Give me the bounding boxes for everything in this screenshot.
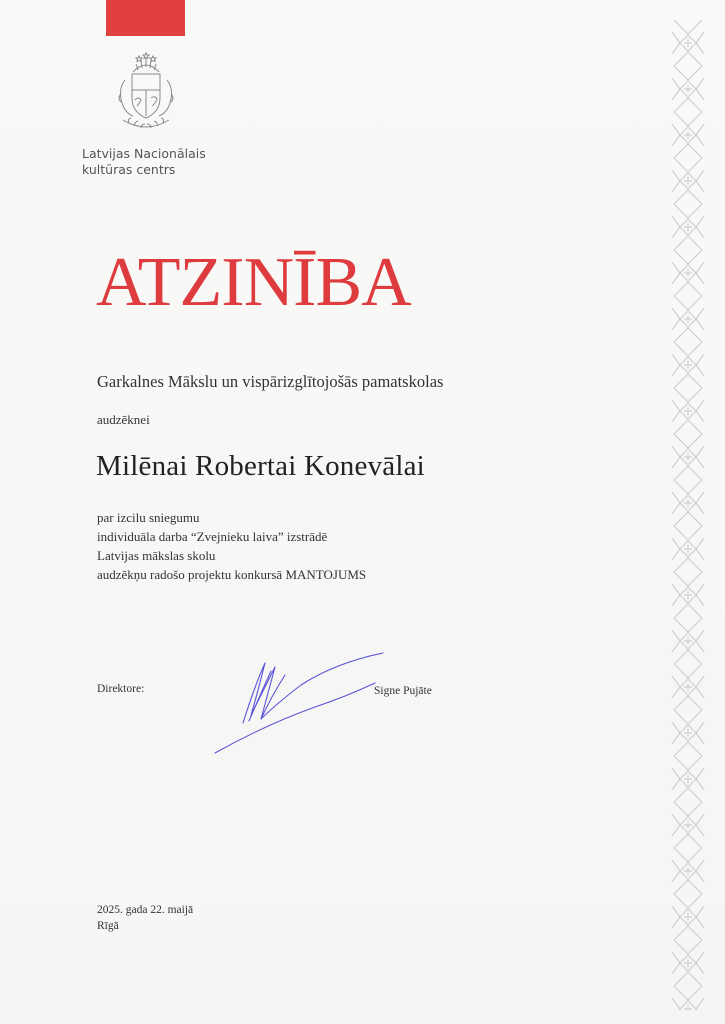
- recipient-role: audzēknei: [97, 412, 150, 427]
- latvian-ornament-border-icon: [668, 20, 708, 1010]
- organization-name: [82, 146, 242, 178]
- reason-line: individuāla darba “Zvejnieku laiva” izstrādē: [97, 529, 328, 544]
- school-name: Garkalnes Mākslu un vispārizglītojošās pamatskolas: [97, 372, 444, 391]
- latvia-coat-of-arms-icon: [103, 50, 189, 136]
- director-name: Signe Pujāte: [374, 685, 432, 697]
- handwritten-signature: [205, 645, 395, 760]
- organization-line-1: Latvijas Nacionālais: [82, 146, 206, 161]
- red-accent-tab: [106, 0, 185, 36]
- reason-line: par izcilu sniegumu: [97, 510, 200, 525]
- director-label: Direktore:: [97, 683, 145, 695]
- certificate-title: ATZINĪBA: [96, 244, 411, 321]
- issue-place: Rīgā: [97, 920, 119, 932]
- date-and-place: [97, 902, 193, 934]
- issue-date: 2025. gada 22. maijā: [97, 904, 194, 916]
- recipient-name: Milēnai Robertai Konevālai: [96, 450, 425, 482]
- organization-line-2: kultūras centrs: [82, 162, 176, 177]
- reason-line: Latvijas mākslas skolu: [97, 548, 216, 563]
- award-reason: [97, 508, 366, 584]
- reason-line: audzēkņu radošo projektu konkursā MANTOJUMS: [97, 567, 367, 582]
